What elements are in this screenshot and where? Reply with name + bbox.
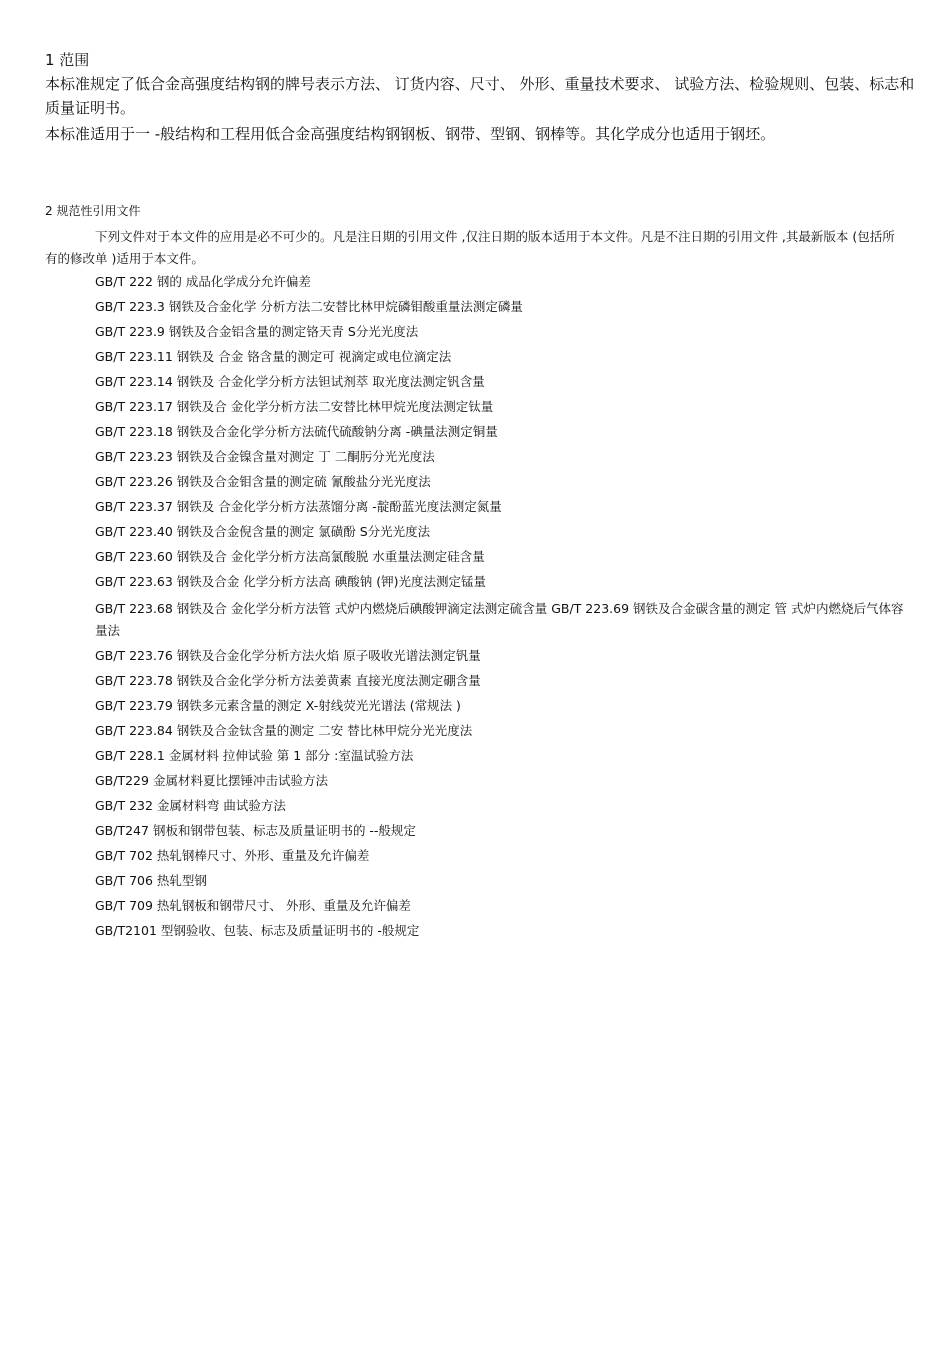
reference-item: GB/T 223.23 钢铁及合金镍含量对测定 丁 二酮肟分光光度法: [95, 449, 435, 464]
reference-item: GB/T 223.78 钢铁及合金化学分析方法姜黄素 直接光度法测定硼含量: [95, 673, 481, 688]
reference-item: GB/T 223.11 钢铁及 合金 铬含量的测定可 视滴定或电位滴定法: [95, 349, 452, 364]
reference-item: GB/T229 金属材料夏比摆锤冲击试验方法: [95, 773, 328, 788]
reference-item: GB/T 709 热轧钢板和钢带尺寸、 外形、重量及允许偏差: [95, 898, 411, 913]
reference-item: GB/T 223.26 钢铁及合金钼含量的测定硫 氰酸盐分光光度法: [95, 474, 431, 489]
section-1-title: 1 范围: [45, 51, 90, 69]
reference-item: GB/T 223.63 钢铁及合金 化学分析方法高 碘酸钠 (钾)光度法测定锰量: [95, 574, 486, 589]
reference-item: GB/T 223.9 钢铁及合金铝含量的测定铬天青 S分光光度法: [95, 324, 419, 339]
reference-item: GB/T247 钢板和钢带包装、标志及质量证明书的 --般规定: [95, 823, 416, 838]
reference-item: GB/T 223.14 钢铁及 合金化学分析方法钽试剂萃 取光度法测定钒含量: [95, 374, 485, 389]
reference-item: GB/T 232 金属材料弯 曲试验方法: [95, 798, 286, 813]
reference-list: [95, 273, 905, 947]
section-2-intro: 下列文件对于本文件的应用是必不可少的。凡是注日期的引用文件 ,仅注日期的版本适用于本文件。凡是不注日期的引用文件 ,其最新版本 (包括所有的修改单 )适用于本文件。: [45, 229, 895, 266]
reference-item: GB/T 223.60 钢铁及合 金化学分析方法高氯酸脱 水重量法测定硅含量: [95, 549, 485, 564]
reference-item: GB/T 223.40 钢铁及合金倪含量的测定 氯磺酚 S分光光度法: [95, 524, 431, 539]
reference-item: GB/T 223.68 钢铁及合 金化学分析方法管 式炉内燃烧后碘酸钾滴定法测定硫含量 GB/T 223.69 钢铁及合金碳含量的测定 管 式炉内燃烧后气体容量法: [95, 601, 904, 638]
reference-item: GB/T 223.76 钢铁及合金化学分析方法火焰 原子吸收光谱法测定钒量: [95, 648, 481, 663]
section-2-title: 2 规范性引用文件: [45, 204, 141, 218]
section-1-paragraph-2: 本标准适用于一 -般结构和工程用低合金高强度结构钢钢板、钢带、型钢、钢棒等。其化学成分也适用于钢坯。: [45, 125, 776, 143]
reference-item: GB/T 222 钢的 成品化学成分允许偏差: [95, 274, 311, 289]
reference-item: GB/T 223.18 钢铁及合金化学分析方法硫代硫酸钠分离 -碘量法测定铜量: [95, 424, 498, 439]
reference-item: GB/T 228.1 金属材料 拉伸试验 第 1 部分 :室温试验方法: [95, 748, 414, 763]
section-1-paragraph-1: 本标准规定了低合金高强度结构钢的牌号表示方法、 订货内容、尺寸、 外形、重量技术要求、 试验方法、检验规则、包装、标志和质量证明书。: [45, 75, 915, 117]
reference-item: GB/T2101 型钢验收、包装、标志及质量证明书的 -般规定: [95, 923, 420, 938]
reference-item: GB/T 223.17 钢铁及合 金化学分析方法二安替比林甲烷光度法测定钛量: [95, 399, 494, 414]
reference-item: GB/T 223.84 钢铁及合金钛含量的测定 二安 替比林甲烷分光光度法: [95, 723, 473, 738]
reference-item: GB/T 706 热轧型钢: [95, 873, 207, 888]
reference-item: GB/T 223.79 钢铁多元素含量的测定 X-射线荧光光谱法 (常规法 ): [95, 698, 461, 713]
reference-item: GB/T 223.3 钢铁及合金化学 分析方法二安替比林甲烷磷钼酸重量法测定磷量: [95, 299, 523, 314]
reference-item: GB/T 223.37 钢铁及 合金化学分析方法蒸馏分离 -靛酚蓝光度法测定氮量: [95, 499, 502, 514]
reference-item: GB/T 702 热轧钢棒尺寸、外形、重量及允许偏差: [95, 848, 370, 863]
